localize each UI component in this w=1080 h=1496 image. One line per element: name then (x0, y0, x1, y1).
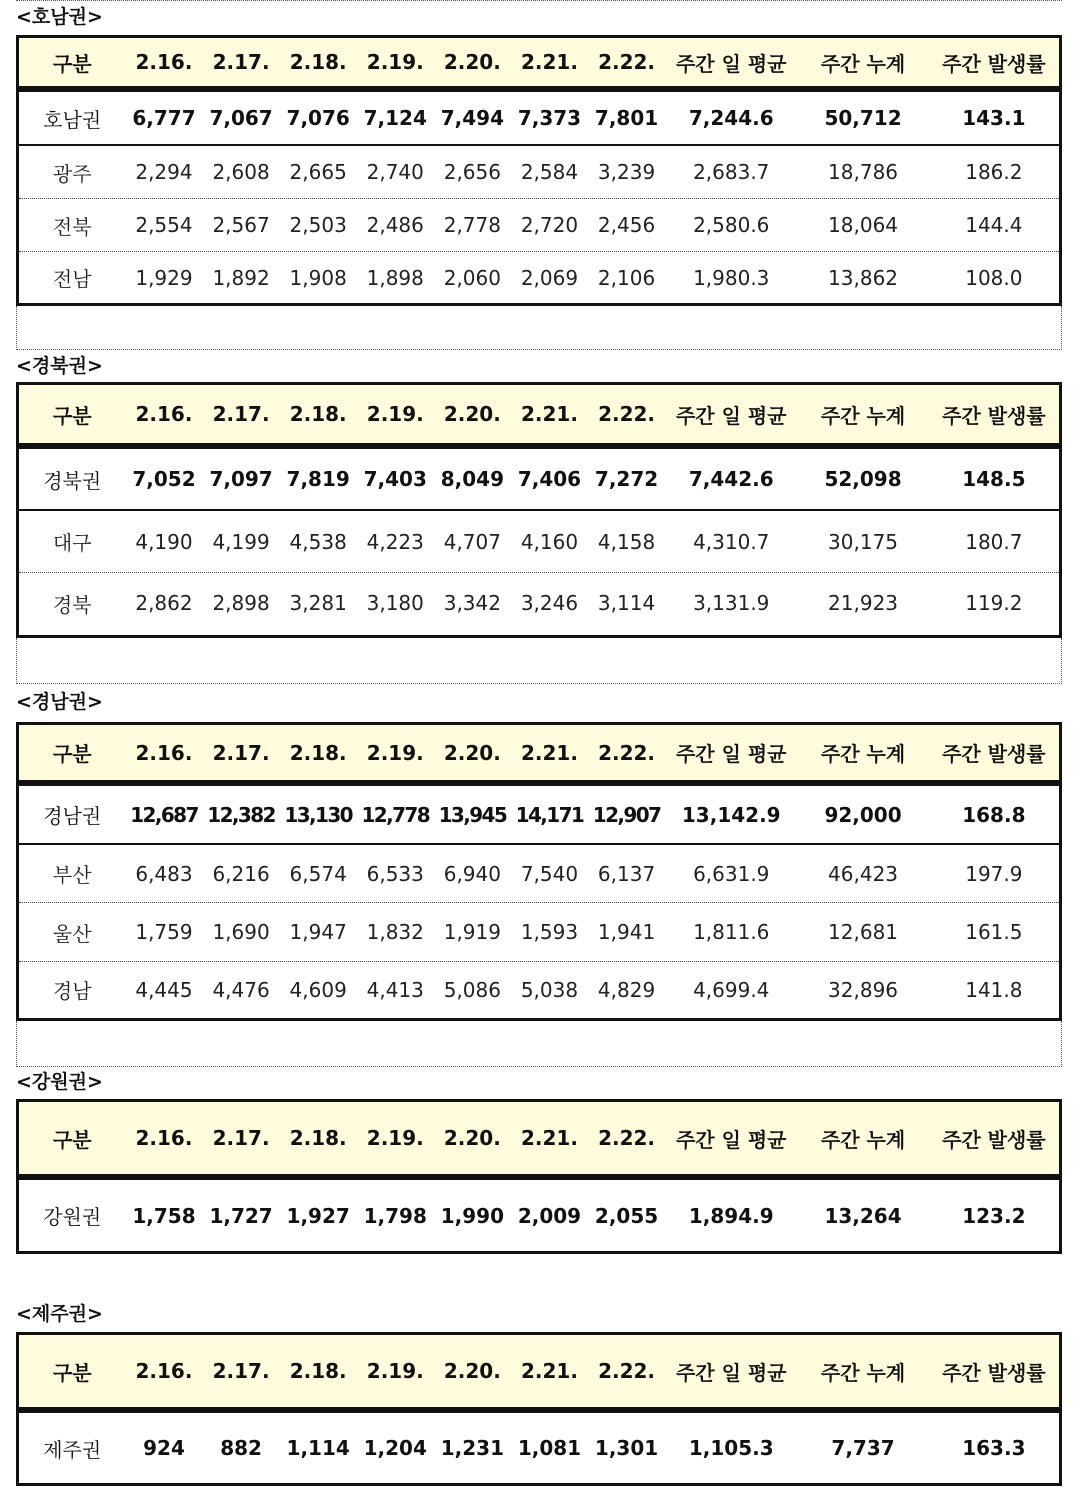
table-row-total (19, 786, 1059, 843)
header-cell: 2.22. (598, 1359, 656, 1383)
value-cell: 7,494 (440, 106, 504, 130)
value-cell: 2,106 (597, 265, 656, 290)
header-cell: 2.17. (212, 1359, 270, 1383)
value-cell: 2,069 (520, 265, 579, 290)
header-cell: 주간 누계 (820, 1360, 906, 1385)
value-cell: 924 (143, 1436, 185, 1460)
value-cell: 7,801 (594, 106, 659, 130)
header-cell: 2.18. (289, 50, 347, 74)
value-cell: 8,049 (440, 467, 504, 491)
value-cell: 4,609 (289, 977, 347, 1002)
table-row (19, 902, 1059, 961)
header-cell: 구분 (52, 1127, 92, 1152)
header-cell: 주간 누계 (820, 742, 906, 766)
header-cell: 2.22. (598, 1126, 656, 1150)
value-cell: 1,593 (520, 920, 579, 944)
value-cell: 1,927 (286, 1203, 350, 1228)
header-cell: 2.21. (520, 740, 578, 765)
table-row-total (19, 1413, 1059, 1483)
header-cell: 2.16. (135, 1359, 193, 1383)
value-cell: 7,067 (209, 106, 273, 130)
value-cell: 6,631.9 (693, 861, 770, 886)
value-cell: 2,055 (594, 1203, 659, 1228)
value-cell: 108.0 (965, 265, 1023, 290)
value-cell: 161.5 (965, 920, 1023, 944)
value-cell: 1,114 (286, 1436, 350, 1460)
value-cell: 5,038 (520, 977, 579, 1002)
value-cell: 168.8 (962, 802, 1026, 827)
header-cell: 2.17. (212, 740, 270, 765)
header-cell: 주간 일 평균 (675, 1127, 787, 1152)
value-cell: 3,342 (443, 591, 501, 615)
header-cell: 2.18. (289, 1359, 347, 1383)
value-cell: 4,190 (135, 529, 193, 554)
section-gap (16, 638, 1062, 684)
value-cell: 7,406 (517, 467, 582, 491)
header-cell: 2.20. (443, 1126, 501, 1150)
header-row-gangwon (16, 1099, 1062, 1177)
region-cell: 광주 (52, 161, 92, 186)
value-cell: 2,656 (443, 160, 501, 184)
value-cell: 6,216 (212, 861, 270, 886)
value-cell: 1,081 (517, 1436, 582, 1460)
region-cell: 강원권 (43, 1205, 102, 1229)
header-cell: 2.18. (289, 1126, 347, 1150)
region-cell: 부산 (52, 863, 92, 887)
header-cell: 2.19. (366, 740, 424, 765)
value-cell: 12,681 (828, 920, 899, 944)
value-cell: 7,819 (286, 467, 350, 491)
value-cell: 2,665 (289, 160, 347, 184)
value-cell: 7,442.6 (688, 467, 774, 491)
value-cell: 2,060 (443, 265, 501, 290)
value-cell: 1,759 (135, 920, 193, 944)
value-cell: 5,086 (443, 977, 501, 1002)
value-cell: 13,130 (284, 802, 352, 827)
value-cell: 4,160 (520, 529, 579, 554)
value-cell: 4,538 (289, 529, 347, 554)
value-cell: 14,171 (515, 802, 584, 827)
region-cell: 전남 (52, 267, 92, 291)
value-cell: 12,907 (592, 802, 661, 827)
header-cell: 2.20. (443, 402, 501, 426)
value-cell: 1,947 (289, 920, 347, 944)
region-cell: 제주권 (43, 1437, 102, 1462)
value-cell: 7,737 (831, 1436, 895, 1460)
value-cell: 2,683.7 (693, 160, 770, 184)
table-row (19, 843, 1059, 902)
value-cell: 1,758 (132, 1203, 196, 1228)
header-cell: 주간 누계 (820, 51, 906, 76)
value-cell: 3,114 (597, 591, 656, 615)
value-cell: 141.8 (965, 977, 1023, 1002)
value-cell: 6,940 (443, 861, 501, 886)
value-cell: 4,476 (212, 977, 270, 1002)
value-cell: 12,687 (130, 802, 198, 827)
value-cell: 4,699.4 (693, 977, 770, 1002)
header-cell: 2.21. (520, 1126, 578, 1150)
header-cell: 구분 (52, 403, 92, 428)
value-cell: 50,712 (824, 106, 902, 130)
header-cell: 2.17. (212, 402, 270, 426)
header-cell: 구분 (52, 51, 92, 76)
section-gap (16, 306, 1062, 350)
header-cell: 2.21. (520, 402, 578, 426)
body-table-gangwon (16, 1177, 1062, 1254)
value-cell: 46,423 (828, 861, 899, 886)
header-cell: 2.20. (443, 740, 501, 765)
value-cell: 4,413 (366, 977, 424, 1002)
value-cell: 1,898 (366, 265, 424, 290)
value-cell: 6,137 (597, 861, 656, 886)
header-cell: 2.19. (366, 402, 424, 426)
value-cell: 4,829 (597, 977, 656, 1002)
section-title-gyeongbuk: <경북권> (16, 355, 103, 377)
value-cell: 30,175 (828, 529, 899, 554)
value-cell: 1,301 (594, 1436, 659, 1460)
value-cell: 2,898 (212, 591, 270, 615)
value-cell: 7,076 (286, 106, 350, 130)
value-cell: 7,124 (363, 106, 427, 130)
value-cell: 2,740 (366, 160, 424, 184)
value-cell: 186.2 (965, 160, 1023, 184)
header-cell: 구분 (52, 742, 92, 766)
value-cell: 143.1 (962, 106, 1026, 130)
body-table-jeju (16, 1410, 1062, 1486)
section-title-gyeongnam: <경남권> (16, 691, 103, 713)
value-cell: 119.2 (965, 591, 1023, 615)
header-cell: 2.16. (135, 740, 193, 765)
region-cell: 경북권 (43, 468, 102, 493)
value-cell: 1,204 (363, 1436, 427, 1460)
header-cell: 주간 일 평균 (675, 403, 787, 428)
body-table-honam (16, 89, 1062, 306)
value-cell: 2,009 (517, 1203, 582, 1228)
value-cell: 13,862 (828, 265, 899, 290)
value-cell: 2,503 (289, 213, 347, 237)
header-cell: 2.18. (289, 402, 347, 426)
header-row-gyeongbuk (16, 382, 1062, 446)
header-cell: 2.19. (366, 1359, 424, 1383)
value-cell: 1,727 (209, 1203, 273, 1228)
header-row-jeju (16, 1332, 1062, 1410)
top-dotted-border (16, 0, 1062, 1)
header-cell: 주간 발생률 (942, 1127, 1046, 1152)
value-cell: 163.3 (962, 1436, 1026, 1460)
header-cell: 2.17. (212, 1126, 270, 1150)
header-cell: 주간 일 평균 (675, 1360, 787, 1385)
section-title-jeju: <제주권> (16, 1303, 103, 1325)
value-cell: 32,896 (828, 977, 899, 1002)
value-cell: 2,294 (135, 160, 193, 184)
value-cell: 3,239 (597, 160, 656, 184)
region-cell: 대구 (52, 531, 92, 555)
value-cell: 1,980.3 (693, 265, 770, 290)
value-cell: 3,281 (289, 591, 347, 615)
header-cell: 2.21. (520, 50, 578, 74)
value-cell: 2,778 (443, 213, 501, 237)
value-cell: 197.9 (965, 861, 1023, 886)
value-cell: 2,720 (520, 213, 579, 237)
value-cell: 1,892 (212, 265, 270, 290)
value-cell: 3,246 (520, 591, 579, 615)
value-cell: 21,923 (828, 591, 899, 615)
value-cell: 1,919 (443, 920, 501, 944)
header-cell: 2.22. (598, 402, 656, 426)
value-cell: 180.7 (965, 529, 1023, 554)
value-cell: 7,540 (520, 861, 579, 886)
value-cell: 4,310.7 (693, 529, 770, 554)
header-cell: 2.17. (212, 50, 270, 74)
header-cell: 2.19. (366, 50, 424, 74)
value-cell: 1,105.3 (688, 1436, 774, 1460)
value-cell: 4,445 (135, 977, 193, 1002)
body-table-gyeongnam (16, 783, 1062, 1021)
value-cell: 4,223 (366, 529, 424, 554)
value-cell: 2,584 (520, 160, 579, 184)
value-cell: 144.4 (965, 213, 1023, 237)
table-row (19, 144, 1059, 198)
table-row-total (19, 449, 1059, 509)
value-cell: 6,533 (366, 861, 424, 886)
header-cell: 2.16. (135, 402, 193, 426)
value-cell: 2,486 (366, 213, 424, 237)
value-cell: 12,382 (207, 802, 275, 827)
header-cell: 2.19. (366, 1126, 424, 1150)
header-cell: 2.21. (520, 1359, 578, 1383)
table-row-total (19, 1180, 1059, 1251)
section-gap (16, 1021, 1062, 1067)
header-cell: 2.16. (135, 50, 193, 74)
value-cell: 2,862 (135, 591, 193, 615)
table-row (19, 198, 1059, 251)
value-cell: 92,000 (824, 802, 902, 827)
header-cell: 주간 발생률 (942, 403, 1046, 428)
value-cell: 1,832 (366, 920, 424, 944)
value-cell: 7,052 (132, 467, 196, 491)
body-table-gyeongbuk (16, 446, 1062, 638)
value-cell: 2,456 (597, 213, 656, 237)
header-cell: 주간 일 평균 (675, 51, 787, 76)
value-cell: 1,908 (289, 265, 347, 290)
region-cell: 경남권 (43, 804, 102, 828)
value-cell: 52,098 (824, 467, 902, 491)
value-cell: 7,403 (363, 467, 427, 491)
value-cell: 1,929 (135, 265, 193, 290)
table-row (19, 251, 1059, 303)
section-title-honam: <호남권> (16, 6, 103, 28)
header-cell: 2.20. (443, 1359, 501, 1383)
table-row-total (19, 92, 1059, 144)
value-cell: 2,567 (212, 213, 270, 237)
value-cell: 2,608 (212, 160, 270, 184)
value-cell: 7,272 (594, 467, 659, 491)
value-cell: 2,554 (135, 213, 193, 237)
header-cell: 2.16. (135, 1126, 193, 1150)
value-cell: 1,941 (597, 920, 656, 944)
header-row-gyeongnam (16, 722, 1062, 783)
value-cell: 4,158 (597, 529, 656, 554)
value-cell: 18,786 (828, 160, 899, 184)
value-cell: 3,180 (366, 591, 424, 615)
value-cell: 6,483 (135, 861, 193, 886)
value-cell: 123.2 (962, 1203, 1026, 1228)
value-cell: 13,945 (438, 802, 507, 827)
header-cell: 2.18. (289, 740, 347, 765)
value-cell: 1,990 (440, 1203, 504, 1228)
header-cell: 구분 (52, 1360, 92, 1385)
header-cell: 주간 누계 (820, 1127, 906, 1152)
section-title-gangwon: <강원권> (16, 1071, 103, 1093)
region-cell: 호남권 (43, 107, 102, 132)
header-row-honam (16, 35, 1062, 89)
value-cell: 4,199 (212, 529, 270, 554)
region-cell: 경남 (52, 979, 92, 1003)
value-cell: 7,373 (517, 106, 582, 130)
value-cell: 6,574 (289, 861, 347, 886)
header-cell: 주간 누계 (820, 403, 906, 428)
value-cell: 1,231 (440, 1436, 504, 1460)
header-cell: 2.22. (598, 50, 656, 74)
value-cell: 1,690 (212, 920, 270, 944)
table-row (19, 961, 1059, 1017)
value-cell: 148.5 (962, 467, 1026, 491)
table-row (19, 572, 1059, 633)
value-cell: 7,244.6 (688, 106, 774, 130)
region-cell: 울산 (52, 921, 92, 946)
header-cell: 주간 발생률 (942, 51, 1046, 76)
header-cell: 2.22. (598, 740, 656, 765)
value-cell: 12,778 (361, 802, 430, 827)
value-cell: 2,580.6 (693, 213, 770, 237)
value-cell: 13,142.9 (681, 802, 781, 827)
region-cell: 경북 (52, 592, 92, 617)
value-cell: 7,097 (209, 467, 273, 491)
value-cell: 1,894.9 (688, 1203, 774, 1228)
header-cell: 주간 일 평균 (675, 742, 787, 766)
value-cell: 18,064 (828, 213, 899, 237)
value-cell: 4,707 (443, 529, 501, 554)
table-row (19, 509, 1059, 572)
header-cell: 주간 발생률 (942, 742, 1046, 766)
header-cell: 2.20. (443, 50, 501, 74)
value-cell: 1,811.6 (693, 920, 770, 944)
value-cell: 1,798 (363, 1203, 427, 1228)
value-cell: 3,131.9 (693, 591, 770, 615)
value-cell: 13,264 (824, 1203, 902, 1228)
region-cell: 전북 (52, 214, 92, 239)
value-cell: 6,777 (132, 106, 196, 130)
header-cell: 주간 발생률 (942, 1360, 1046, 1385)
value-cell: 882 (220, 1436, 262, 1460)
